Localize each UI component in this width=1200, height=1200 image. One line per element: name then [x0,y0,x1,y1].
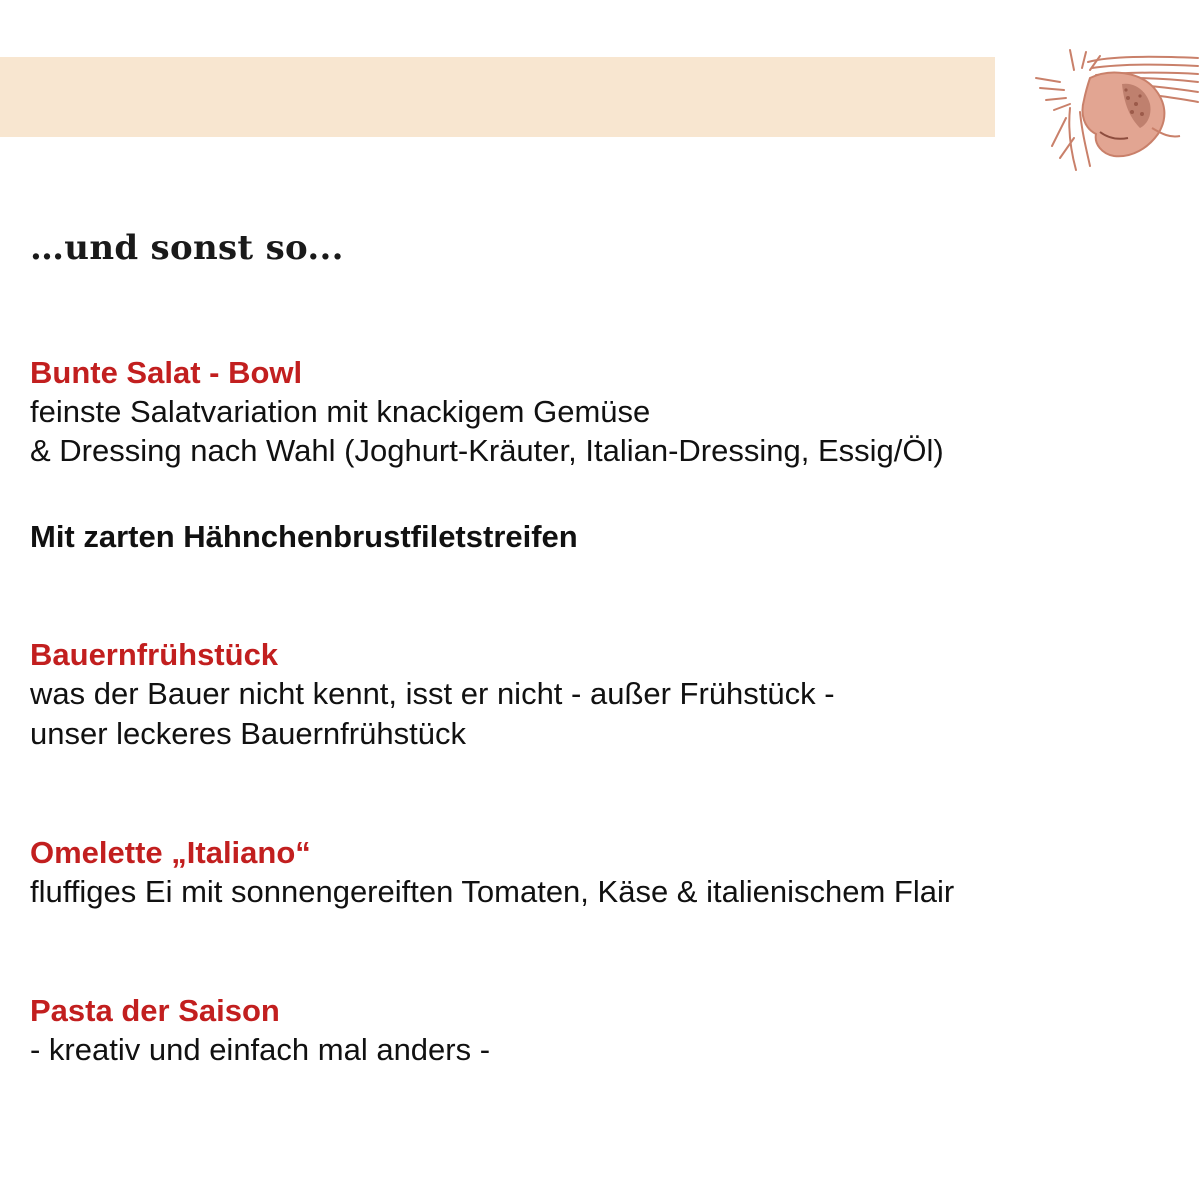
menu-item-name: Pasta der Saison [30,993,280,1028]
menu-item-name: Bunte Salat - Bowl [30,355,303,390]
header-band [0,57,995,137]
menu-item-option: Mit zarten Hähnchenbrustfiletstreifen [30,519,578,554]
menu-item-description: & Dressing nach Wahl (Joghurt-Kräuter, Italian-Dressing, Essig/Öl) [30,433,944,468]
menu-item-description: feinste Salatvariation mit knackigem Gemüse [30,394,651,429]
menu-item-description: fluffiges Ei mit sonnengereiften Tomaten, Käse & italienischem Flair [30,874,955,909]
menu-item-name: Omelette „Italiano“ [30,835,311,870]
boar-head-sketch-icon [1030,48,1200,176]
menu-item-description: unser leckeres Bauernfrühstück [30,716,466,751]
menu-item-description: was der Bauer nicht kennt, isst er nicht - außer Frühstück - [30,676,835,711]
section-title: …und sonst so... [30,228,344,268]
menu-item-description: - kreativ und einfach mal anders - [30,1032,491,1067]
menu-item-name: Bauernfrühstück [30,637,279,672]
